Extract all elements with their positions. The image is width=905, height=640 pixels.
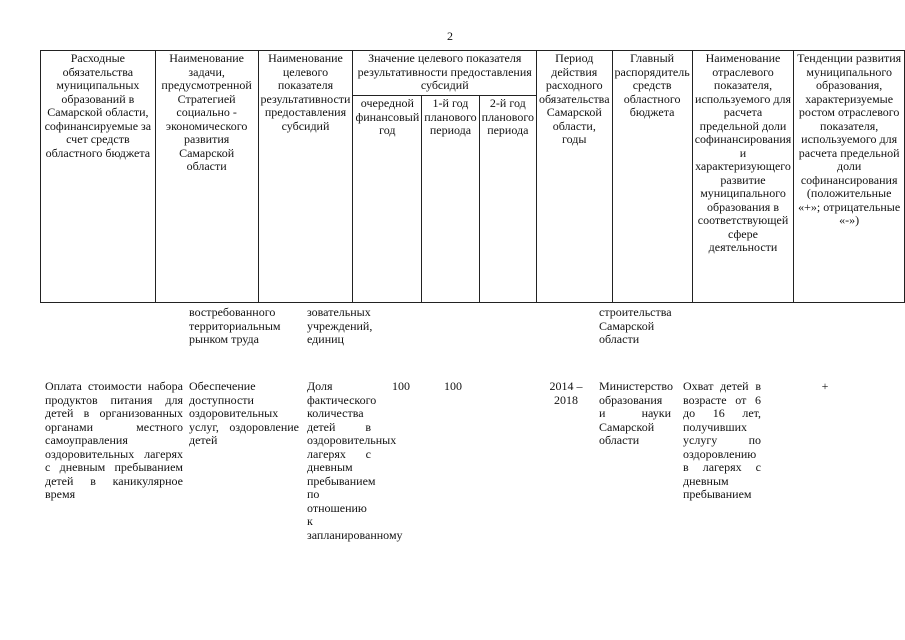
row-manager: Министерство образования и науки Самарской области	[599, 379, 673, 447]
page-number: 2	[447, 29, 453, 43]
row-obligation: Оплата стоимости набора продуктов питания для детей в организованных органами местного самоуправления оздоровительных лагерях с дневным пребыванием детей в каникулярное время	[45, 379, 183, 501]
header-table	[40, 50, 905, 303]
header-col-sector-indicator: Наименование отраслевого показателя, используемого для расчета предельной доли софинансирования и характеризующего развитие муниципального образования в соответствующей сфере деятельности	[692, 51, 794, 303]
row-task: Обеспечение доступности оздоровительных услуг, оздоровление детей	[189, 379, 299, 447]
header-col-current-year: очередной финансовый год	[353, 96, 422, 303]
row-sector-indicator: Охват детей в возрасте от 6 до 16 лет, получивших услугу по оздоровлению в лагерях с дневным пребыванием	[683, 379, 761, 501]
row-plan-year-1-value: 100	[444, 379, 462, 393]
header-col-target-value: Значение целевого показателя результативности предоставления субсидий	[353, 51, 537, 96]
row-indicator: Доля фактического количества детей в оздоровительных лагерях с дневным пребыванием по отношению к запланированному	[307, 379, 403, 542]
row-current-year-value: 100	[392, 379, 410, 393]
header-col-indicator: Наименование целевого показателя результативности предоставления субсидий	[258, 51, 353, 303]
header-col-trends: Тенденции развития муниципального образования, характеризуемые ростом отраслевого показателя, используемого для расчета предельной доли софинансирования (положительные «+»; отрицательные «-»)	[794, 51, 905, 303]
row-period: 2014 – 2018	[549, 379, 583, 407]
header-col-manager: Главный распорядитель средств областного бюджета	[612, 51, 692, 303]
continuation-manager: строительства Самарской области	[599, 305, 672, 346]
header-col-period: Период действия расходного обязательства Самарской области, годы	[537, 51, 613, 303]
header-col-plan-year-2: 2-й год планового периода	[479, 96, 536, 303]
row-trend: +	[821, 379, 829, 393]
continuation-indicator: зовательных учреждений, единиц	[307, 305, 373, 346]
header-col-task: Наименование задачи, предусмотренной Стратегией социально - экономического развития Самарской области	[155, 51, 258, 303]
header-col-obligations: Расходные обязательства муниципальных образований в Самарской области, софинансируемые за счет средств областного бюджета	[41, 51, 156, 303]
header-col-plan-year-1: 1-й год планового периода	[422, 96, 479, 303]
continuation-task: востребованного территориальным рынком труда	[189, 305, 281, 346]
